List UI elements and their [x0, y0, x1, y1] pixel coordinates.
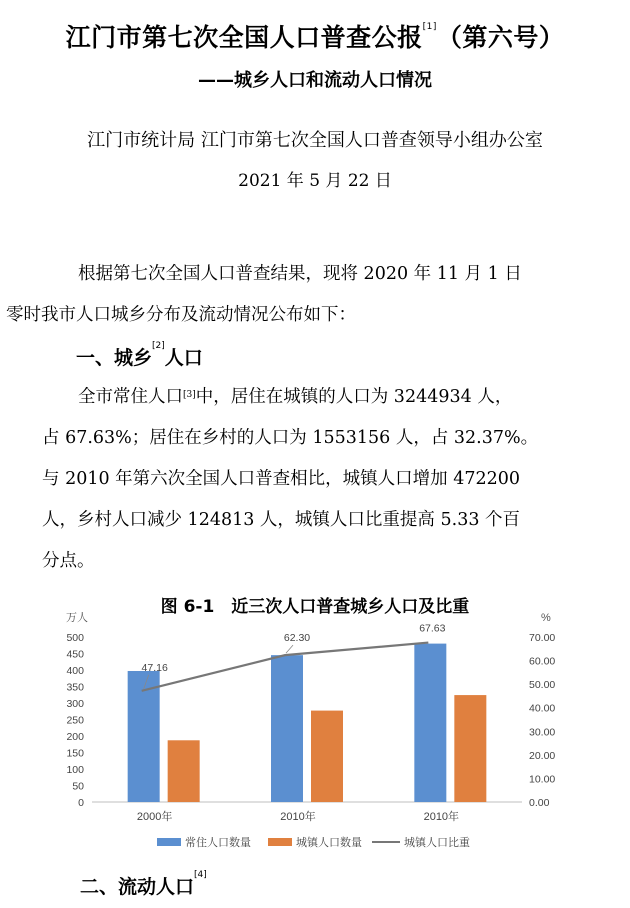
data-label: 47.16 [141, 661, 168, 674]
y-tick-label: 250 [66, 714, 84, 727]
y-tick-label: 500 [66, 632, 84, 644]
left-axis-unit: 万人 [66, 612, 88, 624]
bar-resident [414, 644, 446, 802]
legend-swatch-urban [268, 838, 292, 846]
x-tick-label: 2000年 [136, 811, 173, 823]
y2-tick-label: 60.00 [529, 655, 556, 668]
bar-resident [271, 655, 303, 802]
y-tick-label: 300 [66, 698, 84, 710]
y-tick-label: 150 [66, 747, 84, 760]
section-heading-urban-rural: 一、城乡[2]人口 [76, 341, 203, 369]
chart-title: 图 6-1 近三次人口普查城乡人口及比重 [160, 597, 470, 617]
y2-tick-label: 50.00 [529, 679, 556, 692]
legend-label: 城镇人口数量 [296, 837, 362, 849]
x-tick-label: 2010年 [423, 811, 460, 823]
publish-date: 2021 年 5 月 22 日 [238, 171, 392, 191]
section-heading-floating-population: 二、流动人口[4] [80, 870, 207, 898]
y2-tick-label: 30.00 [529, 726, 556, 739]
y-tick-label: 450 [66, 648, 84, 661]
urban-rural-paragraph: 全市常住人口[3]中，居住在城镇的人口为 3244934 人， 占 67.63%；居住在乡村的人口为 1553156 人，占 32.37%。 与 2010 年第六次全国人口普查相比，城镇人口增加 472200 人，乡村人口减少 124813 人，城镇人口比重提高 5.33 个百 分点。 [42, 387, 539, 571]
footnote-ref: [1] [422, 22, 437, 32]
bar-urban [311, 711, 343, 802]
y-tick-label: 400 [66, 665, 84, 677]
urban-rural-chart [0, 600, 630, 868]
issuing-organization: 江门市统计局 江门市第七次全国人口普查领导小组办公室 [87, 130, 543, 151]
legend-label: 常住人口数量 [185, 837, 251, 849]
intro-paragraph: 根据第七次全国人口普查结果，现将 2020 年 11 月 1 日 零时我市人口城乡分布及流动情况公布如下： [6, 264, 522, 325]
data-label-leader [286, 645, 293, 653]
y2-tick-label: 40.00 [529, 702, 556, 715]
data-label: 67.63 [419, 622, 446, 635]
document-title: 江门市第七次全国人口普查公报[1]（第六号） [65, 22, 565, 52]
y-tick-label: 0 [78, 797, 84, 809]
x-tick-label: 2010年 [280, 811, 316, 823]
y2-tick-label: 20.00 [529, 749, 556, 762]
y2-tick-label: 0.00 [529, 797, 550, 809]
y-tick-label: 200 [66, 731, 84, 743]
legend-swatch-resident [157, 838, 181, 846]
y-tick-label: 50 [72, 780, 84, 793]
y2-tick-label: 10.00 [529, 773, 556, 786]
right-axis-unit: % [541, 612, 551, 624]
document-subtitle: ——城乡人口和流动人口情况 [198, 70, 432, 91]
bar-urban [454, 695, 486, 802]
legend-label: 城镇人口比重 [404, 837, 470, 849]
y-tick-label: 100 [66, 764, 84, 776]
y2-tick-label: 70.00 [529, 632, 556, 644]
bar-urban [168, 740, 200, 802]
data-label: 62.30 [283, 632, 311, 645]
y-tick-label: 350 [66, 681, 84, 694]
